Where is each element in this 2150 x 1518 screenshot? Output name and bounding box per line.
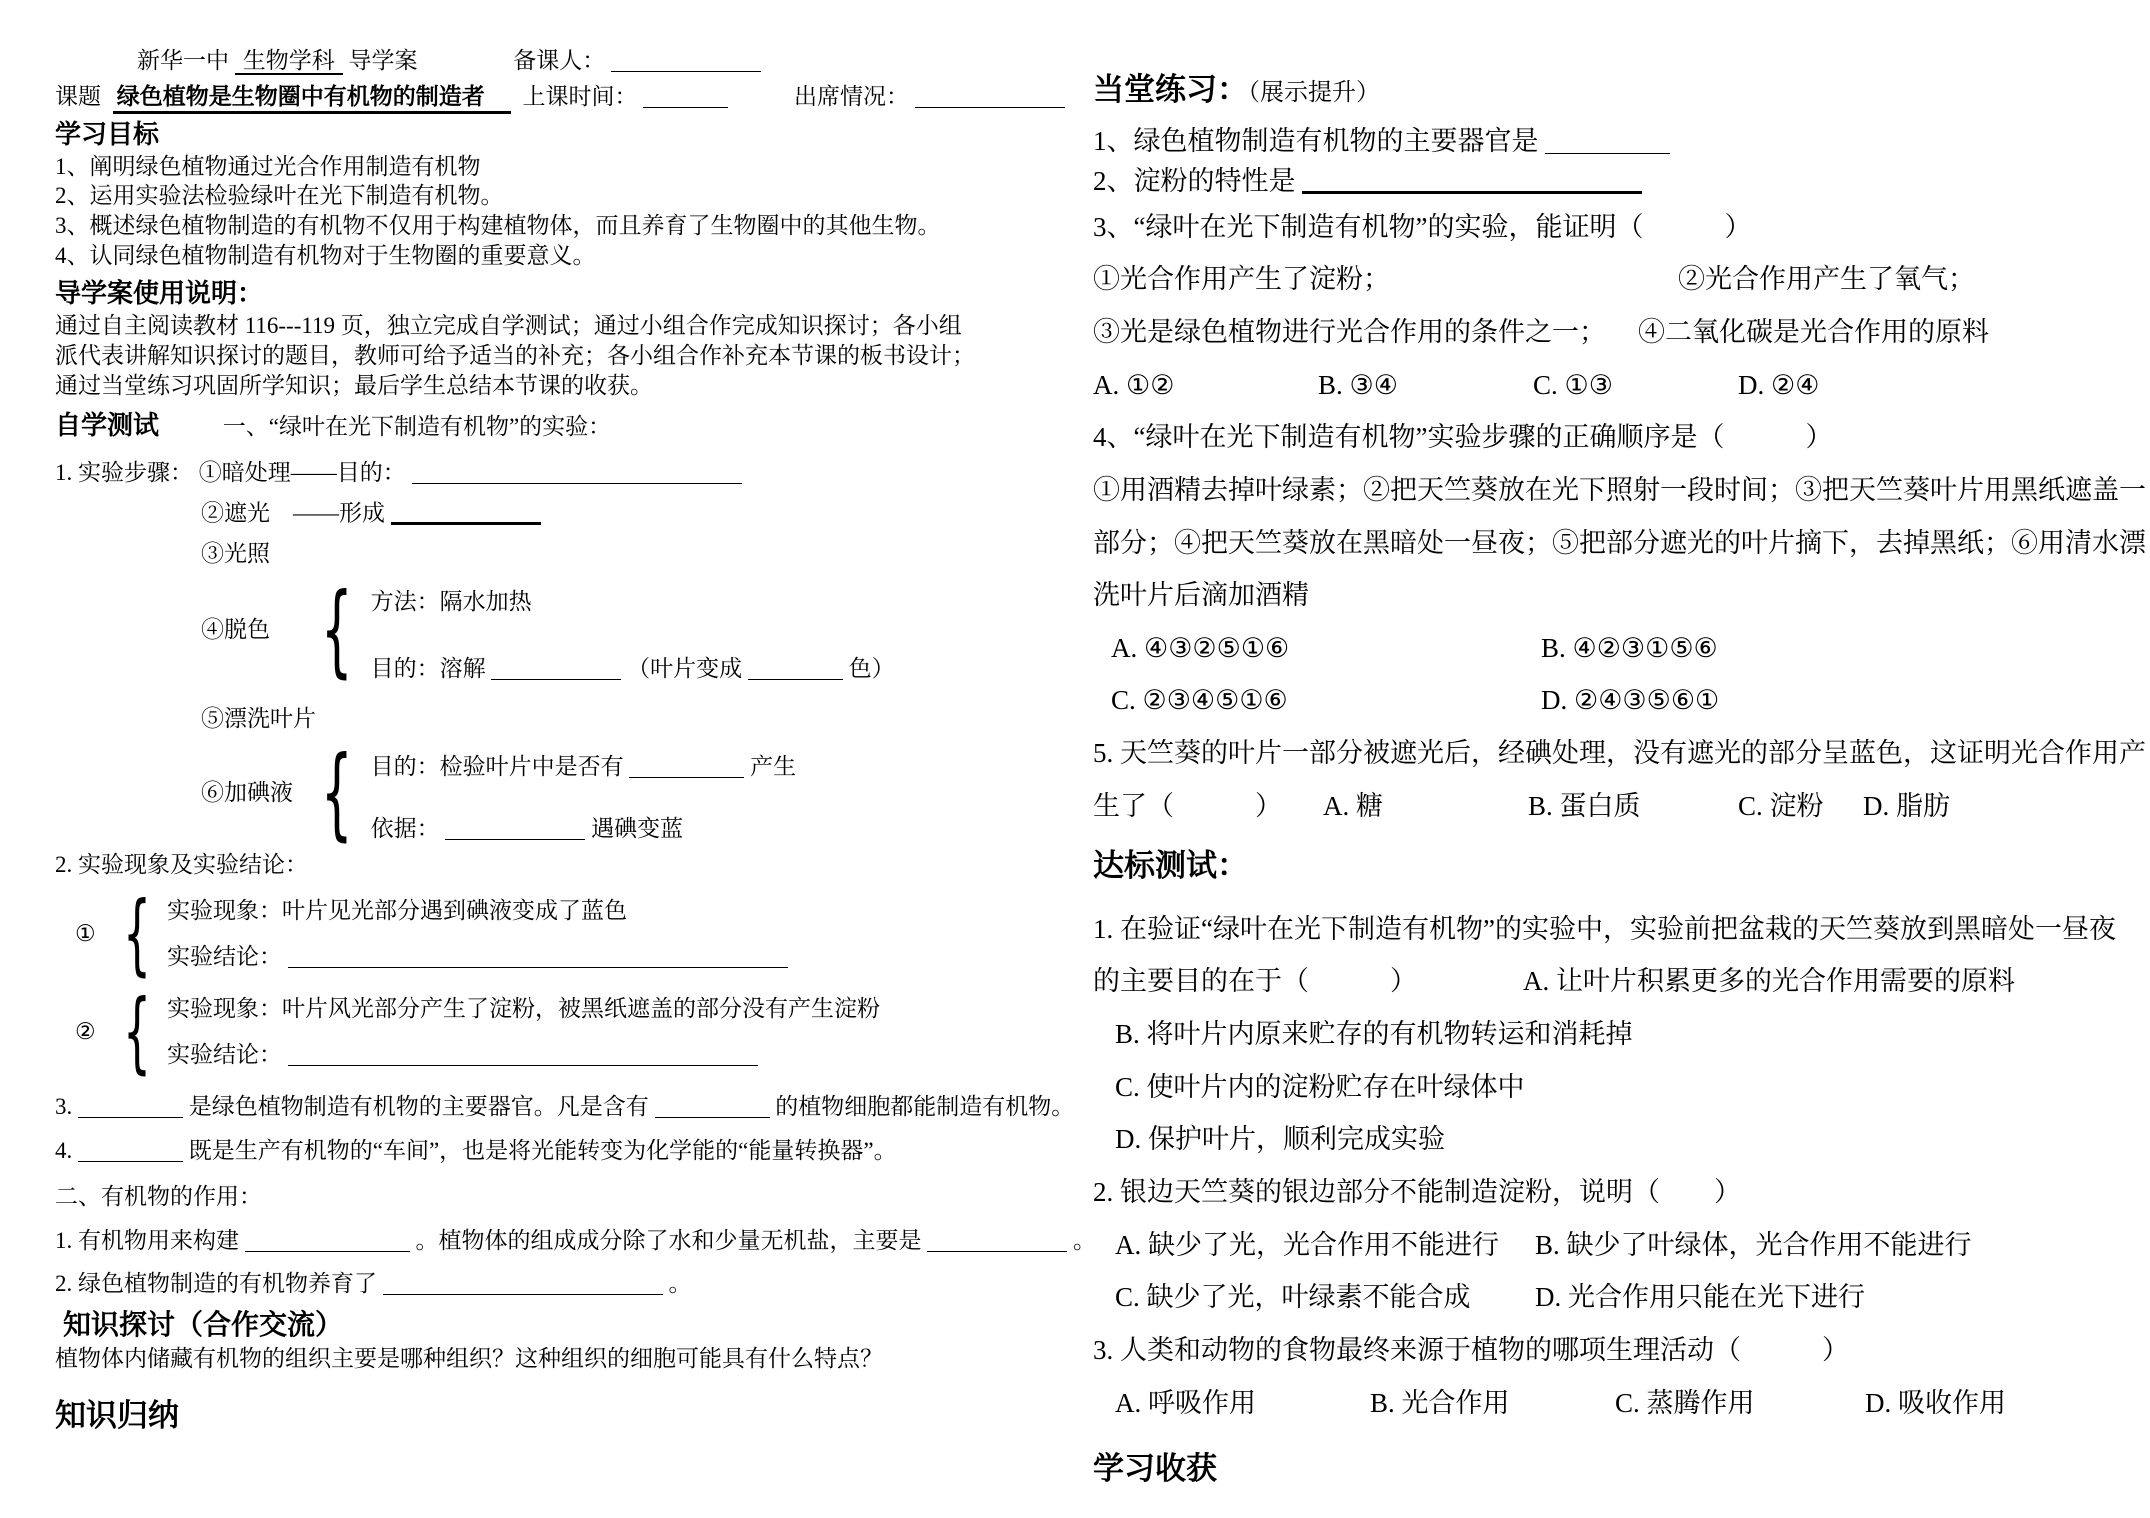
organic-use-2 (55, 1269, 810, 1299)
preparer-blank-line (611, 48, 761, 72)
practice-q2 (1093, 162, 2128, 201)
practice-q4-body: 洗叶片后滴加酒精 (1093, 580, 1309, 611)
q3-text-post: 的植物细胞都能制造有机物。 (775, 1093, 1075, 1119)
step1-text: ①暗处理——目的： (198, 460, 406, 486)
self-test-row (55, 409, 810, 443)
choice-option: B. 蛋白质 (1528, 790, 1641, 821)
group2-number: ② (75, 1018, 96, 1044)
goal-item: 4、认同绿色植物制造有机物对于生物圈的重要意义。 (55, 243, 596, 269)
choice-option: C. 缺少了光，叶绿素不能合成 (1115, 1282, 1471, 1313)
goal-item: 1、阐明绿色植物通过光合作用制造有机物 (55, 153, 481, 179)
left-brace-glyph: { (320, 571, 353, 689)
standard-q2-stem: 2. 银边天竺葵的银边部分不能制造淀粉，说明（ ） (1093, 1177, 1741, 1208)
results-label: 2. 实验现象及实验结论： (55, 851, 308, 877)
doc-type: 导学案 (348, 48, 418, 73)
step6-purpose (371, 752, 797, 782)
discussion-question: 植物体内储藏有机物的组织主要是哪种组织？这种组织的细胞可能具有什么特点？ (55, 1345, 883, 1371)
step2-text: ②遮光 ——形成 (201, 500, 385, 526)
goal-item: 3、概述绿色植物制造的有机物不仅用于构建植物体，而且养育了生物圈中的其他生物。 (55, 213, 941, 239)
step6-basis (371, 814, 797, 844)
practice-q2-blank-line (1302, 163, 1642, 194)
standard-q2-choices-row2 (1093, 1271, 2128, 1324)
left-brace-glyph: { (123, 979, 151, 1083)
practice-q3-option-3: ③光是绿色植物进行光合作用的条件之一； (1093, 317, 1606, 347)
practice-q3-stem: 3、“绿叶在光下制造有机物”的实验，能证明（ ） (1093, 211, 1752, 242)
experiment-title: 一、“绿叶在光下制造有机物”的实验： (222, 413, 612, 439)
step6-basis-pre: 依据： (370, 816, 440, 842)
choice-option: A. 让叶片积累更多的光合作用需要的原料 (1523, 966, 2015, 997)
step2-blank-line (391, 498, 541, 524)
practice-q1-text: 1、绿色植物制造有机物的主要器官是 (1093, 126, 1539, 157)
organic2-blank-line (383, 1271, 663, 1295)
usage-heading: 导学案使用说明： (55, 278, 264, 309)
class-time-label: 上课时间： (522, 83, 638, 109)
preparer-label: 备课人： (513, 48, 606, 73)
practice-q3-options-34 (1093, 306, 2128, 359)
self-test-q3 (55, 1092, 1075, 1122)
left-brace-glyph: { (320, 734, 353, 852)
standard-q3-stem: 3. 人类和动物的食物最终来源于植物的哪项生理活动（ ） (1093, 1334, 1849, 1365)
goal-item: 2、运用实验法检验绿叶在光下制造有机物。 (55, 183, 504, 209)
group2-conclusion-blank-line (288, 1041, 758, 1065)
step6-blank-line (629, 754, 744, 778)
step4-purpose-post: 色） (848, 656, 895, 682)
organic2-post: 。 (668, 1271, 692, 1297)
class-time-blank-line (643, 83, 728, 107)
right-column (1093, 60, 2146, 1500)
standard-q2-choices-row1 (1093, 1219, 2128, 1272)
choice-option: C. 蒸腾作用 (1615, 1387, 1755, 1418)
organic1-pre: 1. 有机物用来构建 (55, 1227, 239, 1253)
usage-line: 通过当堂练习巩固所学知识；最后学生总结本节课的收获。 (55, 372, 653, 398)
standard-q1-stem: 1. 在验证“绿叶在光下制造有机物”的实验中，实验前把盆栽的天竺葵放到黑暗处一昼夜 (1093, 913, 2116, 944)
organic1-blank-line-2 (927, 1227, 1067, 1251)
experiment-steps (55, 458, 895, 852)
step4-blank-line (491, 656, 621, 680)
self-test-heading: 自学测试 (55, 409, 160, 440)
practice-heading-row (1093, 60, 2128, 120)
step4-method: 方法：隔水加热 (370, 588, 532, 614)
self-test-q4 (55, 1136, 897, 1166)
group2-conclusion-label: 实验结论： (167, 1041, 282, 1067)
practice-q2-text: 2、淀粉的特性是 (1093, 165, 1296, 196)
step-2 (201, 498, 810, 528)
practice-q3-options-12 (1093, 253, 2128, 306)
choice-option: D. 吸收作用 (1865, 1387, 2006, 1418)
step4-label: ④脱色 (201, 617, 270, 643)
discussion-heading: 知识探讨（合作交流） (63, 1309, 344, 1341)
organic1-mid: 。植物体的组成成分除了水和少量无机盐，主要是 (415, 1227, 922, 1253)
step6-label: ⑥加碘液 (201, 780, 293, 806)
step6-purpose-pre: 目的：检验叶片中是否有 (370, 754, 624, 780)
choice-option: A. 糖 (1323, 790, 1383, 821)
topic-label: 课题 (55, 83, 101, 109)
step4-purpose-mid: （叶片变成 (627, 656, 743, 682)
choice-option: B. 将叶片内原来贮存的有机物转运和消耗掉 (1115, 1019, 1633, 1050)
practice-q5-pre: 生了（ ） (1093, 790, 1282, 821)
standard-q3-choices (1093, 1377, 2128, 1430)
group1-conclusion-label: 实验结论： (167, 943, 282, 969)
practice-q4-body: 部分；④把天竺葵放在黑暗处一昼夜；⑤把部分遮光的叶片摘下，去掉黑纸；⑥用清水漂 (1093, 527, 2146, 558)
topic-row (55, 82, 909, 112)
group2-phenomenon: 实验现象：叶片风光部分产生了淀粉，被黑纸遮盖的部分没有产生淀粉 (167, 995, 880, 1021)
usage-line: 派代表讲解知识探讨的题目，教师可给予适当的补充；各小组合作补充本节课的板书设计； (55, 342, 975, 368)
step4-color-blank-line (748, 656, 843, 680)
practice-q4-body: ①用酒精去掉叶绿素；②把天竺葵放在光下照射一段时间；③把天竺葵叶片用黑纸遮盖一 (1093, 474, 2146, 505)
choice-option: D. ②④ (1738, 369, 1820, 400)
choice-option: B. 光合作用 (1370, 1387, 1510, 1418)
practice-q4-stem: 4、“绿叶在光下制造有机物”实验步骤的正确顺序是（ ） (1093, 422, 1833, 453)
choice-option: B. 缺少了叶绿体，光合作用不能进行 (1535, 1229, 1972, 1260)
practice-q4-choices-row2 (1093, 674, 2128, 727)
step1-blank-line (412, 460, 742, 484)
step-3: ③光照 (201, 540, 270, 566)
school-name: 新华一中 (137, 48, 229, 73)
step6-basis-post: 遇碘变蓝 (591, 816, 684, 842)
standard-test-heading: 达标测试： (1093, 848, 1248, 884)
q4-text: 既是生产有机物的“车间”，也是将光能转变为化学能的“能量转换器”。 (188, 1137, 897, 1163)
group1-number: ① (75, 920, 96, 946)
left-brace-glyph: { (123, 881, 151, 985)
result-group-1 (75, 881, 810, 985)
step4-purpose-pre: 目的：溶解 (370, 656, 486, 682)
choice-option: C. ①③ (1533, 369, 1613, 400)
q3-blank-line-2 (655, 1093, 770, 1117)
group1-phenomenon: 实验现象：叶片见光部分遇到碘液变成了蓝色 (167, 897, 627, 923)
subject-name: 生物学科 (235, 48, 343, 75)
organic1-blank-line-1 (245, 1227, 410, 1251)
practice-q5-stem: 5. 天竺葵的叶片一部分被遮光后，经碘处理，没有遮光的部分呈蓝色，这证明光合作用产 (1093, 738, 2146, 769)
left-column (55, 46, 1096, 1436)
summary-heading: 知识归纳 (55, 1397, 179, 1433)
q3-text-mid: 是绿色植物制造有机物的主要器官。凡是含有 (188, 1093, 649, 1119)
step-1 (55, 458, 810, 488)
choice-option: B. ③④ (1318, 369, 1398, 400)
choice-option: D. 光合作用只能在光下进行 (1535, 1282, 1865, 1313)
step6-basis-blank-line (445, 816, 585, 840)
organic2-pre: 2. 绿色植物制造的有机物养育了 (55, 1271, 377, 1297)
practice-q3-option-1: ①光合作用产生了淀粉； (1093, 264, 1390, 295)
choice-option: C. 淀粉 (1738, 790, 1824, 821)
section2-title: 二、有机物的作用： (55, 1183, 262, 1209)
step4-purpose (371, 654, 895, 684)
steps-label: 1. 实验步骤： (55, 460, 193, 486)
choice-option: D. 脂肪 (1863, 790, 1950, 821)
goals-heading: 学习目标 (55, 118, 160, 149)
group1-conclusion (167, 942, 788, 972)
document-header (137, 46, 810, 76)
harvest-heading: 学习收获 (1093, 1451, 1217, 1487)
q4-blank-line (78, 1137, 183, 1161)
group1-conclusion-blank-line (288, 943, 788, 967)
practice-q1 (1093, 122, 2128, 161)
practice-q3-choices (1093, 359, 2128, 412)
practice-heading-note: （展示提升） (1248, 80, 1380, 106)
attendance-label: 出席情况： (794, 83, 909, 109)
practice-heading: 当堂练习： (1093, 72, 1248, 107)
step6-purpose-post: 产生 (750, 754, 797, 780)
practice-q3-option-4: ④二氧化碳是光合作用的原料 (1638, 317, 1989, 347)
choice-option: D. 保护叶片，顺利完成实验 (1115, 1124, 1445, 1155)
choice-option: B. ④②③①⑤⑥ (1541, 632, 1718, 663)
choice-option: C. 使叶片内的淀粉贮存在叶绿体中 (1115, 1071, 1525, 1102)
group2-conclusion (167, 1040, 880, 1070)
choice-option: A. ④③②⑤①⑥ (1111, 632, 1290, 663)
step-6-group (201, 734, 810, 852)
attendance-blank-line (915, 83, 1065, 107)
q3-number: 3. (55, 1093, 73, 1119)
standard-q1-stem2: 的主要目的在于（ ） (1093, 966, 1417, 997)
choice-option: D. ②④③⑤⑥① (1541, 685, 1720, 716)
organic-use-1 (55, 1226, 1096, 1256)
practice-q4-choices-row1 (1093, 622, 2128, 675)
choice-option: A. ①② (1093, 369, 1175, 400)
q3-blank-line-1 (78, 1093, 183, 1117)
choice-option: C. ②③④⑤①⑥ (1111, 685, 1288, 716)
step-5: ⑤漂洗叶片 (201, 706, 316, 732)
standard-q1-stem2-row (1093, 955, 2128, 1008)
practice-q5-choices (1093, 780, 2128, 833)
page-title: 绿色植物是生物圈中有机物的制造者 (113, 83, 511, 114)
practice-q3-option-2: ②光合作用产生了氧气； (1678, 264, 1975, 295)
usage-line: 通过自主阅读教材 116---119 页，独立完成自学测试；通过小组合作完成知识探讨；各小组 (55, 312, 962, 338)
result-group-2 (75, 979, 880, 1083)
practice-q1-blank-line (1545, 126, 1670, 155)
step-4-group (201, 571, 895, 689)
choice-option: A. 呼吸作用 (1115, 1387, 1256, 1418)
q4-number: 4. (55, 1137, 73, 1163)
organic1-post: 。 (1073, 1227, 1096, 1253)
choice-option: A. 缺少了光，光合作用不能进行 (1115, 1229, 1499, 1260)
